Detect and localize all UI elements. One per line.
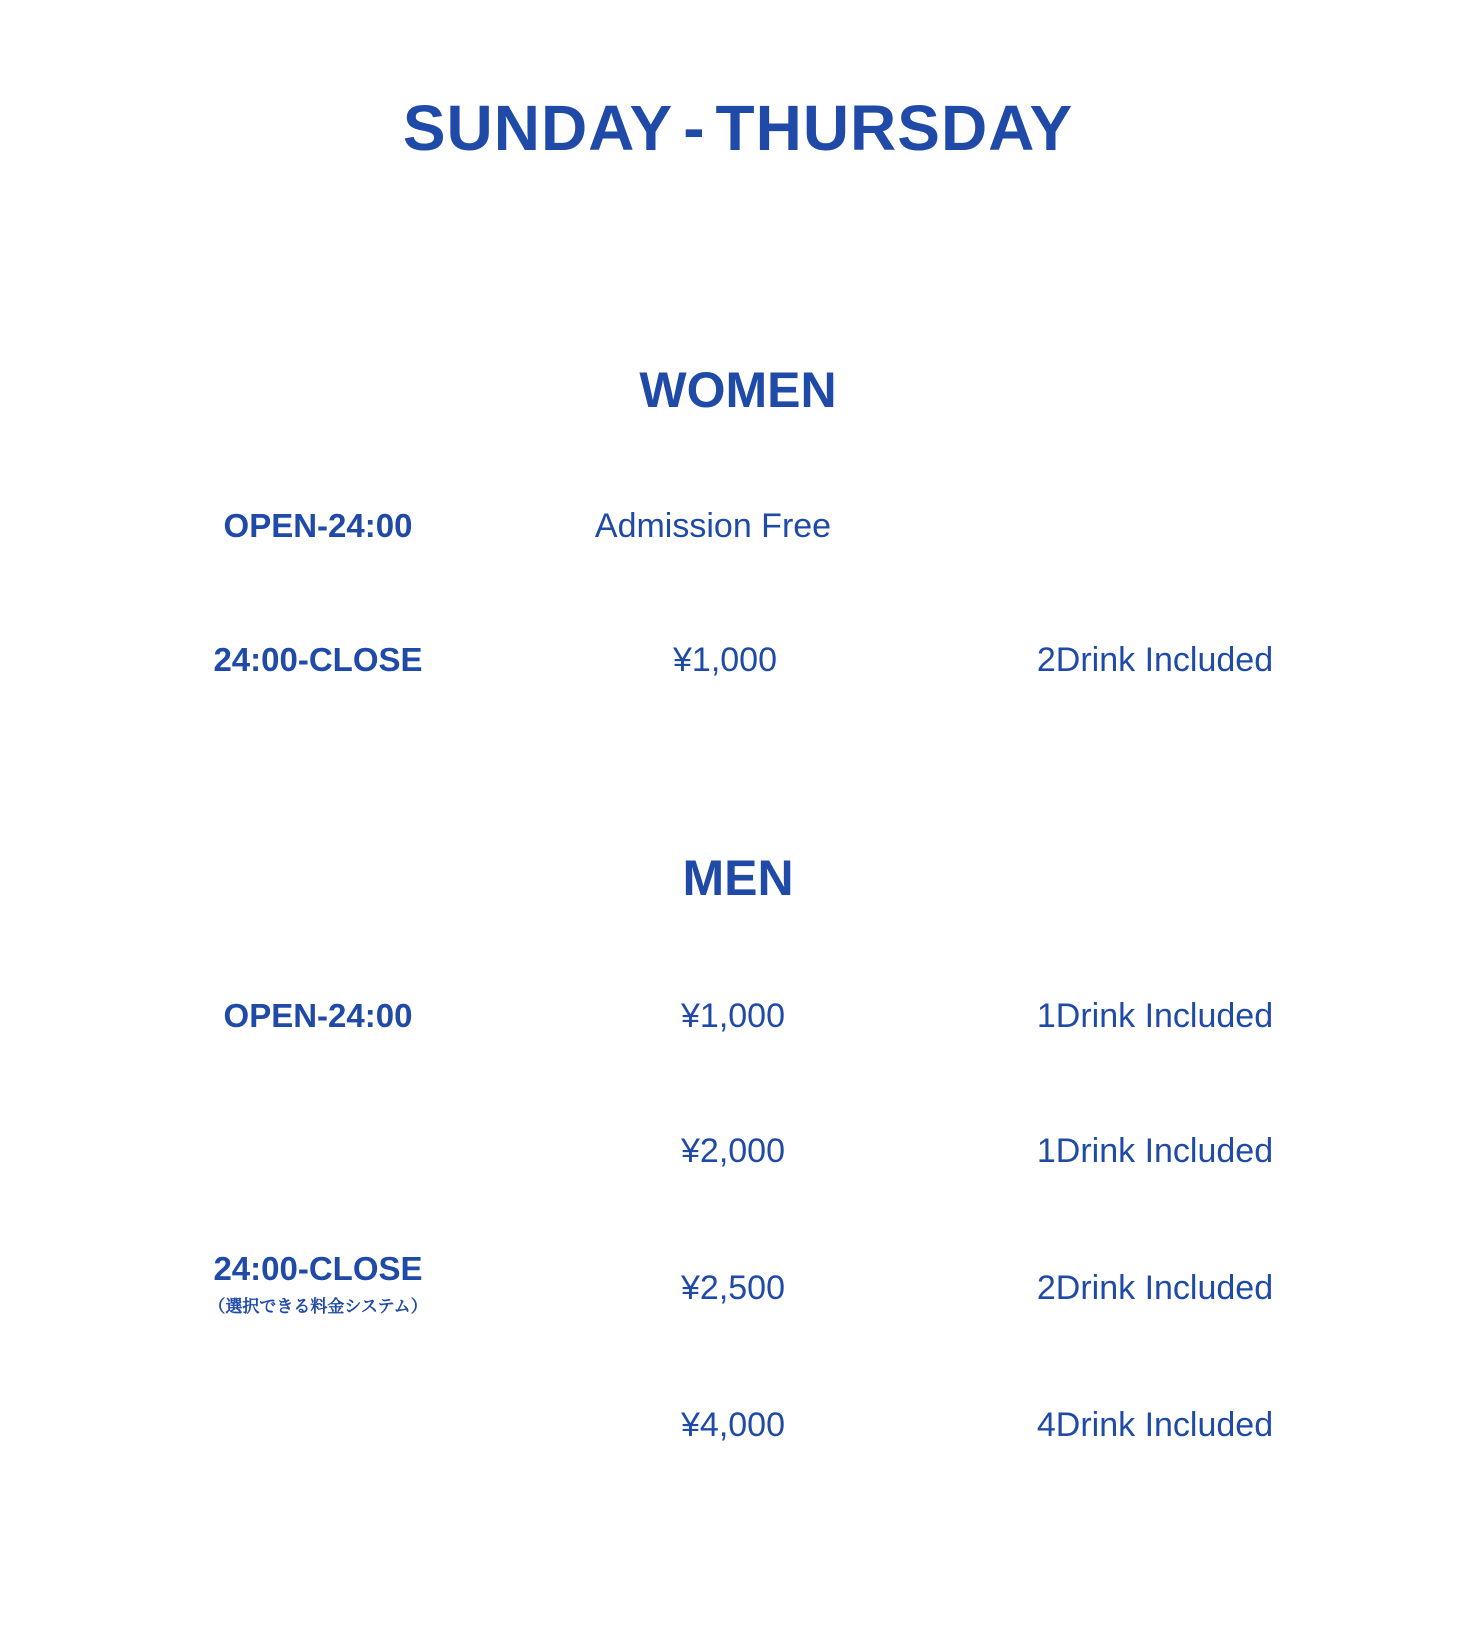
men-row-4-price: ¥4,000 [681, 1406, 785, 1444]
page-title [0, 88, 1476, 168]
men-row-2-price: ¥2,000 [681, 1132, 785, 1170]
men-row-3-time: 24:00-CLOSE [213, 1250, 423, 1287]
title-end: THURSDAY [715, 92, 1074, 164]
men-row-3-subnote: （選択できる料金システム） [208, 1297, 428, 1317]
title-start: SUNDAY [402, 92, 674, 164]
men-row-3-price: ¥2,500 [681, 1269, 785, 1307]
men-heading: MEN [682, 850, 794, 906]
men-row-1-time: OPEN-24:00 [223, 997, 413, 1034]
women-row-1-price: Admission Free [594, 507, 832, 545]
women-row-2-time: 24:00-CLOSE [213, 641, 423, 678]
women-heading: WOMEN [639, 362, 837, 418]
men-row-2-note: 1Drink Included [1036, 1132, 1274, 1170]
men-row-3-note: 2Drink Included [1036, 1269, 1274, 1307]
title-separator: - [683, 92, 706, 164]
men-row-4-note: 4Drink Included [1036, 1406, 1274, 1444]
women-row-2-note: 2Drink Included [1036, 641, 1274, 679]
men-row-1-price: ¥1,000 [681, 997, 785, 1035]
men-row-1-note: 1Drink Included [1036, 997, 1274, 1035]
women-row-2-price: ¥1,000 [673, 641, 777, 679]
women-row-1-time: OPEN-24:00 [223, 507, 413, 544]
